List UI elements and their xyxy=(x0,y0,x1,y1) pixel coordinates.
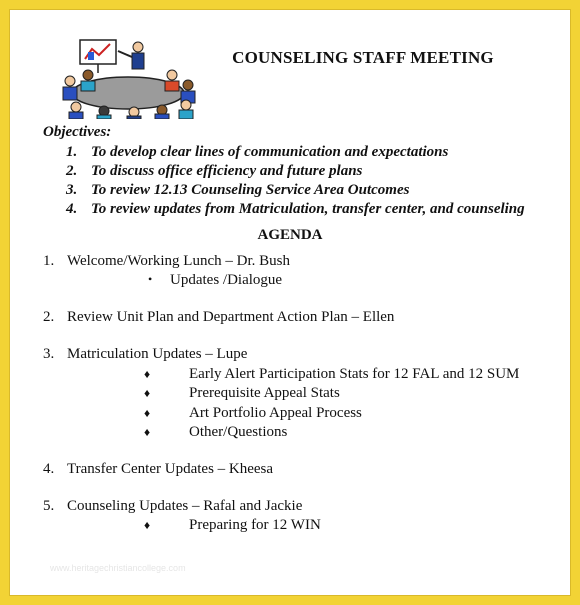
agenda-item-4: 4. Transfer Center Updates – Kheesa xyxy=(43,461,274,477)
objectives-list xyxy=(66,143,525,219)
agenda-heading: AGENDA xyxy=(257,227,323,243)
objective-item: 4. To review updates from Matriculation, transfer center, and counseling xyxy=(66,201,525,217)
bullet-icon: • xyxy=(148,272,153,286)
agenda-subitem: ♦ Prerequisite Appeal Stats xyxy=(144,385,340,401)
agenda-item-2: 2. Review Unit Plan and Department Action Plan – Ellen xyxy=(43,309,395,325)
agenda-subitem: ♦ Preparing for 12 WIN xyxy=(144,517,321,533)
agenda-item-5: 5. Counseling Updates – Rafal and Jackie xyxy=(43,498,303,514)
agenda-subitem: ♦ Art Portfolio Appeal Process xyxy=(144,405,362,421)
diamond-bullet-icon: ♦ xyxy=(144,386,151,400)
diamond-bullet-icon: ♦ xyxy=(144,406,151,420)
objective-item: 3. To review 12.13 Counseling Service Area Outcomes xyxy=(66,182,410,198)
agenda-subitem: ♦ Other/Questions xyxy=(144,424,288,440)
agenda-subitem: ♦ Early Alert Participation Stats for 12 FAL and 12 SUM xyxy=(144,366,520,382)
document-page xyxy=(9,9,571,596)
agenda-item-3: 3. Matriculation Updates – Lupe xyxy=(43,346,248,362)
diamond-bullet-icon: ♦ xyxy=(144,367,151,381)
agenda-subitem: • Updates /Dialogue xyxy=(148,272,283,288)
page-title: COUNSELING STAFF MEETING xyxy=(232,48,494,67)
objectives-heading: Objectives: xyxy=(43,124,112,140)
watermark: www.heritagechristiancollege.com xyxy=(50,563,186,573)
objective-item: 2. To discuss office efficiency and future plans xyxy=(66,163,363,179)
objective-item: 1. To develop clear lines of communication and expectations xyxy=(66,144,449,160)
diamond-bullet-icon: ♦ xyxy=(144,425,151,439)
diamond-bullet-icon: ♦ xyxy=(144,518,151,532)
meeting-clipart-icon xyxy=(52,37,200,119)
agenda-item-1: 1. Welcome/Working Lunch – Dr. Bush xyxy=(43,253,290,269)
